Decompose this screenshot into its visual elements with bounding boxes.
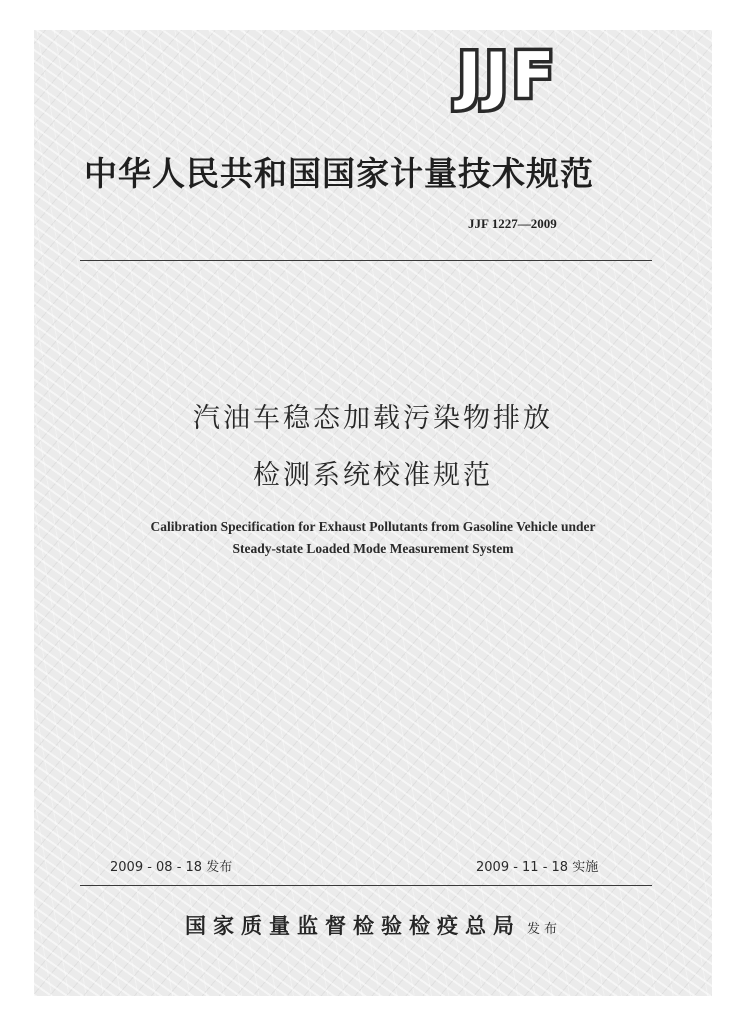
english-title-line-1: Calibration Specification for Exhaust Pollutants from Gasoline Vehicle under bbox=[150, 519, 596, 534]
logo-text: JJF bbox=[457, 39, 559, 112]
jjf-logo bbox=[415, 39, 601, 112]
english-title-line-2: Steady-state Loaded Mode Measurement System bbox=[232, 541, 514, 556]
implementation-date: 2009 - 11 - 18 实施 bbox=[476, 860, 599, 875]
issue-action: 发布 bbox=[526, 922, 561, 937]
top-divider bbox=[80, 260, 652, 261]
national-spec-title: 中华人民共和国国家计量技术规范 bbox=[84, 154, 594, 193]
bottom-divider bbox=[80, 885, 652, 886]
document-cover bbox=[34, 30, 712, 996]
chinese-title-line-2: 检测系统校准规范 bbox=[253, 460, 493, 491]
issuing-authority: 国家质量监督检验检疫总局 bbox=[184, 913, 521, 938]
standard-number: JJF 1227—2009 bbox=[468, 216, 557, 231]
chinese-title-line-1: 汽油车稳态加载污染物排放 bbox=[193, 403, 553, 434]
issue-date: 2009 - 08 - 18 发布 bbox=[110, 860, 233, 875]
issuer-line bbox=[34, 910, 712, 940]
